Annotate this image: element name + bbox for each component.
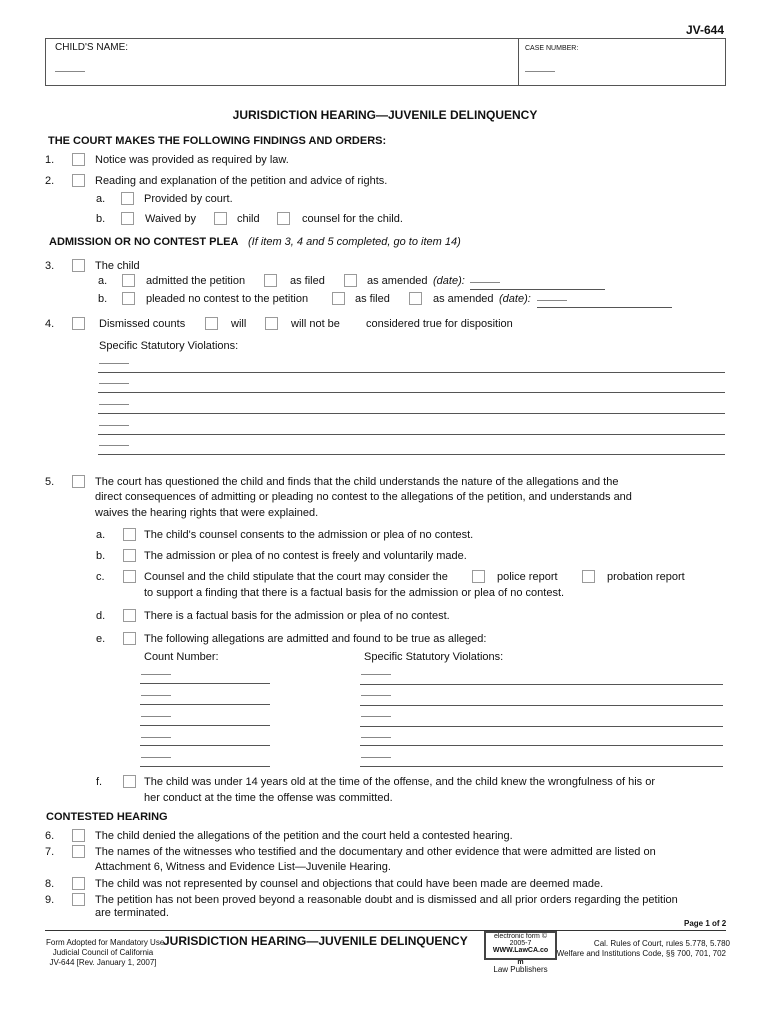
item3-text: The child [95, 260, 140, 272]
item6-checkbox[interactable] [72, 829, 85, 842]
item4-will-not-label: will not be [291, 318, 340, 330]
item5d-text: There is a factual basis for the admission or plea of no contest. [144, 610, 450, 622]
item4-violation-line-2 [98, 392, 725, 393]
footer-adopted: Form Adopted for Mandatory Use [46, 938, 165, 947]
footer-council: Judicial Council of California [52, 948, 154, 957]
item3b-checkbox[interactable] [122, 292, 135, 305]
item2a-letter: a. [96, 193, 106, 205]
item8-number: 8. [45, 878, 55, 890]
item3b-text: pleaded no contest to the petition [146, 293, 309, 305]
item2-checkbox[interactable] [72, 174, 85, 187]
footer-title: JURISDICTION HEARING—JUVENILE DELINQUENCY [163, 934, 468, 948]
item5c-text: Counsel and the child stipulate that the court may consider the [144, 571, 448, 583]
footer-rules: Cal. Rules of Court, rules 5.778, 5.780 [593, 939, 730, 948]
item9-checkbox[interactable] [72, 893, 85, 906]
item1-checkbox[interactable] [72, 153, 85, 166]
item2b-child-label: child [237, 213, 260, 225]
item5-checkbox[interactable] [72, 475, 85, 488]
item5e-count-field-4[interactable] [141, 737, 171, 738]
item3a-text: admitted the petition [146, 275, 246, 287]
item4-violation-field-4[interactable] [99, 425, 129, 426]
item5e-count-line-4 [140, 745, 270, 746]
item5e-violation-field-5[interactable] [361, 757, 391, 758]
item5e-violation-field-2[interactable] [361, 695, 391, 696]
childs-name-field[interactable] [55, 71, 85, 72]
item7-checkbox[interactable] [72, 845, 85, 858]
item5c-police-checkbox[interactable] [472, 570, 485, 583]
item4-will-label: will [231, 318, 247, 330]
item4-violations-label: Specific Statutory Violations: [99, 340, 239, 352]
item3b-date-underline [537, 307, 672, 308]
item4-will-checkbox[interactable] [205, 317, 218, 330]
admission-heading-note: (If item 3, 4 and 5 completed, go to item 14) [248, 236, 461, 248]
item4-text: Dismissed counts [99, 318, 186, 330]
item5-text-line1: The court has questioned the child and finds that the child understands the nature of the allegations and the [95, 476, 619, 488]
item4-violation-line-3 [98, 413, 725, 414]
item5e-violation-field-1[interactable] [361, 674, 391, 675]
item5e-count-field-3[interactable] [141, 716, 171, 717]
item2b-text: Waived by [145, 213, 196, 225]
item3a-filed-checkbox[interactable] [264, 274, 277, 287]
item5b-checkbox[interactable] [123, 549, 136, 562]
item1-text: Notice was provided as required by law. [95, 154, 289, 166]
item5f-text1: The child was under 14 years old at the time of the offense, and the child knew the wrongfulness of his or [144, 776, 655, 788]
item5e-count-field-5[interactable] [141, 757, 171, 758]
item5-text-line3: waives the hearing rights that were explained. [95, 507, 319, 519]
item3b-filed-checkbox[interactable] [332, 292, 345, 305]
item3b-amended-checkbox[interactable] [409, 292, 422, 305]
item3a-date-label: (date): [433, 275, 465, 287]
item5b-letter: b. [96, 550, 106, 562]
case-number-field[interactable] [525, 71, 555, 72]
item3a-date-underline [470, 289, 605, 290]
item4-checkbox[interactable] [72, 317, 85, 330]
item8-checkbox[interactable] [72, 877, 85, 890]
item5-number: 5. [45, 476, 55, 488]
item5b-text: The admission or plea of no contest is freely and voluntarily made. [144, 550, 467, 562]
item7-text1: The names of the witnesses who testified and the documentary and other evidence that were admitted are listed on [95, 846, 656, 858]
item5-text-line2: direct consequences of admitting or pleading no contest to the allegations of the petition, and understands and [95, 491, 632, 503]
item2b-child-checkbox[interactable] [214, 212, 227, 225]
item2b-letter: b. [96, 213, 106, 225]
item9-text2: are terminated. [95, 907, 169, 919]
item4-number: 4. [45, 318, 55, 330]
caption-divider [518, 38, 519, 86]
item3a-letter: a. [98, 275, 108, 287]
stamp-line-2: 2005-7 [509, 940, 532, 947]
item4-violation-line-1 [98, 372, 725, 373]
admission-heading: ADMISSION OR NO CONTEST PLEA [49, 236, 239, 248]
item5a-text: The child's counsel consents to the admission or plea of no contest. [144, 529, 474, 541]
item4-violation-field-5[interactable] [99, 445, 129, 446]
footer-rule [45, 930, 726, 931]
item5e-violation-line-3 [360, 726, 723, 727]
item2-text: Reading and explanation of the petition and advice of rights. [95, 175, 388, 187]
item6-number: 6. [45, 830, 55, 842]
item5e-count-line-2 [140, 704, 270, 705]
item5e-violation-line-4 [360, 745, 723, 746]
item6-text: The child denied the allegations of the petition and the court held a contested hearing. [95, 830, 513, 842]
item5d-letter: d. [96, 610, 106, 622]
item2a-checkbox[interactable] [121, 192, 134, 205]
item5c-probation-label: probation report [607, 571, 685, 583]
item3-number: 3. [45, 260, 55, 272]
case-number-label: CASE NUMBER: [525, 45, 579, 52]
item5f-text2: her conduct at the time the offense was committed. [144, 792, 393, 804]
item4-violation-field-1[interactable] [99, 363, 129, 364]
item2a-text: Provided by court. [144, 193, 233, 205]
item5e-violation-line-2 [360, 705, 723, 706]
item3b-filed-label: as filed [355, 293, 390, 305]
page-number: Page 1 of 2 [684, 919, 727, 928]
item3a-amended-label: as amended [367, 275, 428, 287]
item5a-checkbox[interactable] [123, 528, 136, 541]
item9-number: 9. [45, 894, 55, 906]
item7-number: 7. [45, 846, 55, 858]
footer-publisher: Law Publishers [493, 965, 548, 974]
item5e-checkbox[interactable] [123, 632, 136, 645]
contested-heading: CONTESTED HEARING [46, 811, 168, 823]
item4-violation-line-5 [98, 454, 725, 455]
item3a-filed-label: as filed [290, 275, 325, 287]
item5c-probation-checkbox[interactable] [582, 570, 595, 583]
item5e-violation-field-3[interactable] [361, 716, 391, 717]
item4-violation-field-2[interactable] [99, 383, 129, 384]
item9-text1: The petition has not been proved beyond a reasonable doubt and is dismissed and all prior orders regarding the petition [95, 894, 678, 906]
findings-heading: THE COURT MAKES THE FOLLOWING FINDINGS AND ORDERS: [48, 135, 387, 147]
item5c-text2: to support a finding that there is a factual basis for the admission or plea of no contest. [144, 587, 565, 599]
item5e-violations-label: Specific Statutory Violations: [364, 651, 504, 663]
item5e-count-line-5 [140, 766, 270, 767]
form-title: JURISDICTION HEARING—JUVENILE DELINQUENCY [232, 108, 538, 122]
item5e-violation-field-4[interactable] [361, 737, 391, 738]
item5e-count-field-2[interactable] [141, 695, 171, 696]
item4-will-not-checkbox[interactable] [265, 317, 278, 330]
item5f-checkbox[interactable] [123, 775, 136, 788]
item7-text2: Attachment 6, Witness and Evidence List—Juvenile Hearing. [95, 861, 391, 873]
item2b-counsel-label: counsel for the child. [302, 213, 403, 225]
item5a-letter: a. [96, 529, 106, 541]
item3-checkbox[interactable] [72, 259, 85, 272]
stamp-line-1: electronic form © [493, 933, 547, 940]
item4-violation-field-3[interactable] [99, 404, 129, 405]
item5e-violation-line-5 [360, 766, 723, 767]
item5e-count-field-1[interactable] [141, 674, 171, 675]
stamp-line-3[interactable]: WWW.LawCA.co [492, 947, 549, 954]
item3a-checkbox[interactable] [122, 274, 135, 287]
item8-text: The child was not represented by counsel and objections that could have been made are deemed made. [95, 878, 604, 890]
stamp-line-4: m [517, 959, 524, 966]
item5c-police-label: police report [497, 571, 558, 583]
item5c-letter: c. [96, 571, 105, 583]
item3a-amended-checkbox[interactable] [344, 274, 357, 287]
item5e-violation-line-1 [360, 684, 723, 685]
item4-violation-line-4 [98, 434, 725, 435]
item5e-count-line-1 [140, 683, 270, 684]
childs-name-label: CHILD'S NAME: [55, 42, 129, 53]
item3b-date-label: (date): [499, 293, 531, 305]
item2b-checkbox[interactable] [121, 212, 134, 225]
item3b-letter: b. [98, 293, 108, 305]
form-number: JV-644 [686, 23, 725, 37]
item3b-date-field[interactable] [537, 300, 567, 301]
item2-number: 2. [45, 175, 55, 187]
item5f-letter: f. [96, 776, 103, 788]
item3b-amended-label: as amended [433, 293, 494, 305]
item5e-letter: e. [96, 633, 106, 645]
item5e-count-line-3 [140, 725, 270, 726]
item3a-date-field[interactable] [470, 282, 500, 283]
caption-box [45, 38, 726, 86]
footer-code: Welfare and Institutions Code, §§ 700, 701, 702 [556, 949, 726, 958]
item2b-counsel-checkbox[interactable] [277, 212, 290, 225]
item5e-text: The following allegations are admitted and found to be true as alleged: [144, 633, 487, 645]
item5c-checkbox[interactable] [123, 570, 136, 583]
item5d-checkbox[interactable] [123, 609, 136, 622]
footer-rev: JV-644 [Rev. January 1, 2007] [49, 958, 157, 967]
item1-number: 1. [45, 154, 55, 166]
item4-considered-text: considered true for disposition [366, 318, 513, 330]
item5e-count-label: Count Number: [144, 651, 219, 663]
